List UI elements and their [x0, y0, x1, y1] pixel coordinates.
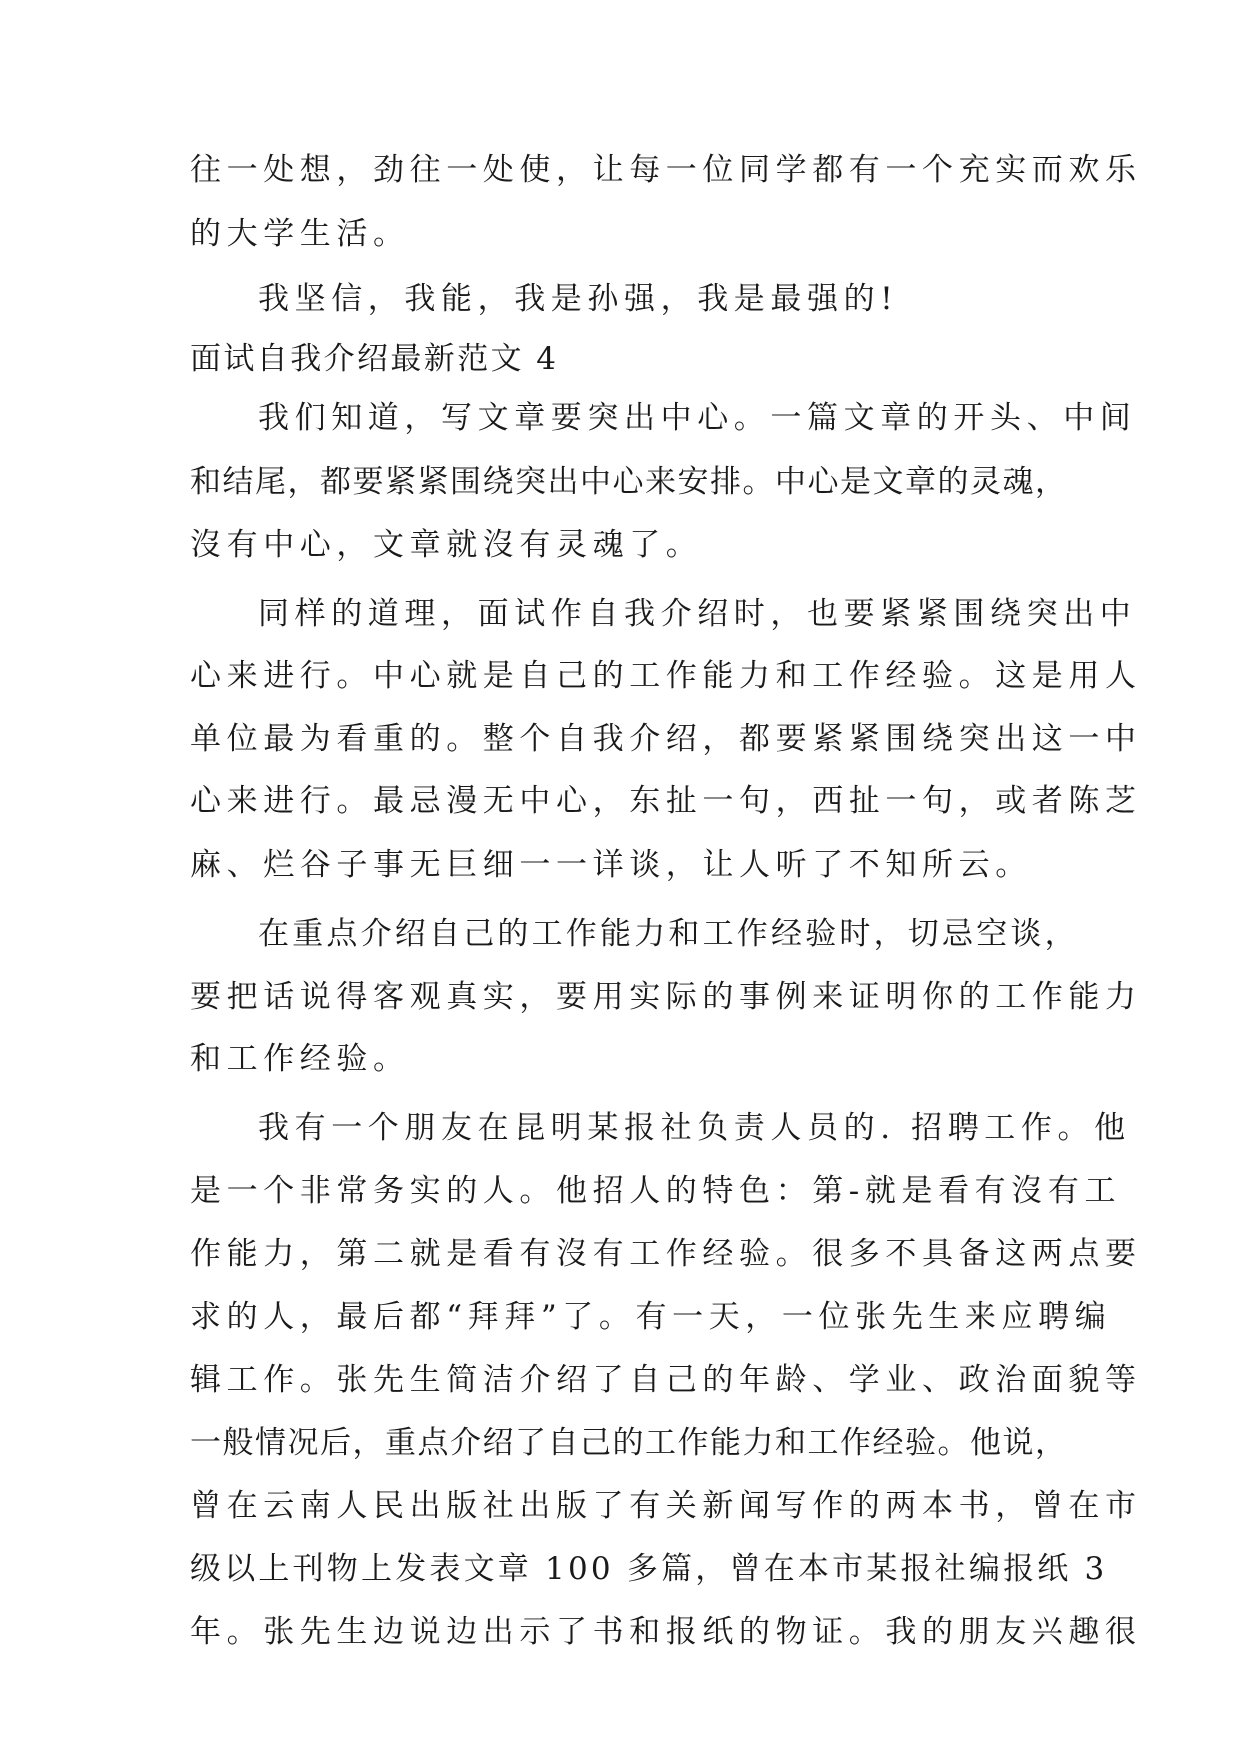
paragraph-4-line-5: 辑工作。张先生简洁介绍了自己的年龄、学业、政治面貌等 [190, 1362, 1142, 1398]
paragraph-4-line-6: 一般情况后，重点介绍了自己的工作能力和工作经验。他说， [190, 1425, 1068, 1461]
paragraph-1-line-2: 和结尾，都要紧紧围绕突出中心来安排。中心是文章的灵魂， [190, 464, 1068, 500]
section-title: 面试自我介绍最新范文 4 [190, 341, 559, 377]
paragraph-3-line-2: 要把话说得客观真实，要用实际的事例来证明你的工作能力 [190, 979, 1142, 1015]
paragraph-1-line-1: 我们知道，写文章要突出中心。一篇文章的开头、中间 [258, 400, 1137, 436]
paragraph-4-line-2: 是一个非常务实的人。他招人的特色：第-就是看有沒有工 [190, 1173, 1122, 1209]
paragraph-4-line-9: 年。张先生边说边出示了书和报纸的物证。我的朋友兴趣很 [190, 1614, 1142, 1650]
paragraph-3-line-3: 和工作经验。 [190, 1041, 410, 1077]
paragraph-4-line-4: 求的人，最后都“拜拜”了。有一天，一位张先生来应聘编 [190, 1299, 1112, 1335]
paragraph-2-line-3: 单位最为看重的。整个自我介绍，都要紧紧围绕突出这一中 [190, 721, 1142, 757]
paragraph-1-line-3: 沒有中心，文章就沒有灵魂了。 [190, 527, 703, 563]
paragraph-4-line-7: 曾在云南人民出版社出版了有关新闻写作的两本书，曾在市 [190, 1488, 1142, 1524]
paragraph-4-line-3: 作能力，第二就是看有沒有工作经验。很多不具备这两点要 [190, 1236, 1142, 1272]
paragraph-2-line-2: 心来进行。中心就是自己的工作能力和工作经验。这是用人 [190, 658, 1142, 694]
continuation-line-2: 的大学生活。 [190, 216, 410, 252]
paragraph-2-line-5: 麻、烂谷子事无巨细一一详谈，让人听了不知所云。 [190, 847, 1032, 883]
paragraph-4-line-1: 我有一个朋友在昆明某报社负责人员的. 招聘工作。他 [258, 1110, 1131, 1146]
paragraph-2-line-1: 同样的道理，面试作自我介绍时，也要紧紧围绕突出中 [258, 596, 1137, 632]
paragraph-3-line-1: 在重点介绍自己的工作能力和工作经验时，切忌空谈， [258, 916, 1079, 952]
closing-statement: 我坚信，我能，我是孙强，我是最强的! [258, 281, 899, 317]
paragraph-4-line-8: 级以上刊物上发表文章 100 多篇，曾在本市某报社编报纸 3 [190, 1551, 1108, 1587]
continuation-line-1: 往一处想，劲往一处使，让每一位同学都有一个充实而欢乐 [190, 152, 1142, 188]
paragraph-2-line-4: 心来进行。最忌漫无中心，东扯一句，西扯一句，或者陈芝 [190, 783, 1142, 819]
